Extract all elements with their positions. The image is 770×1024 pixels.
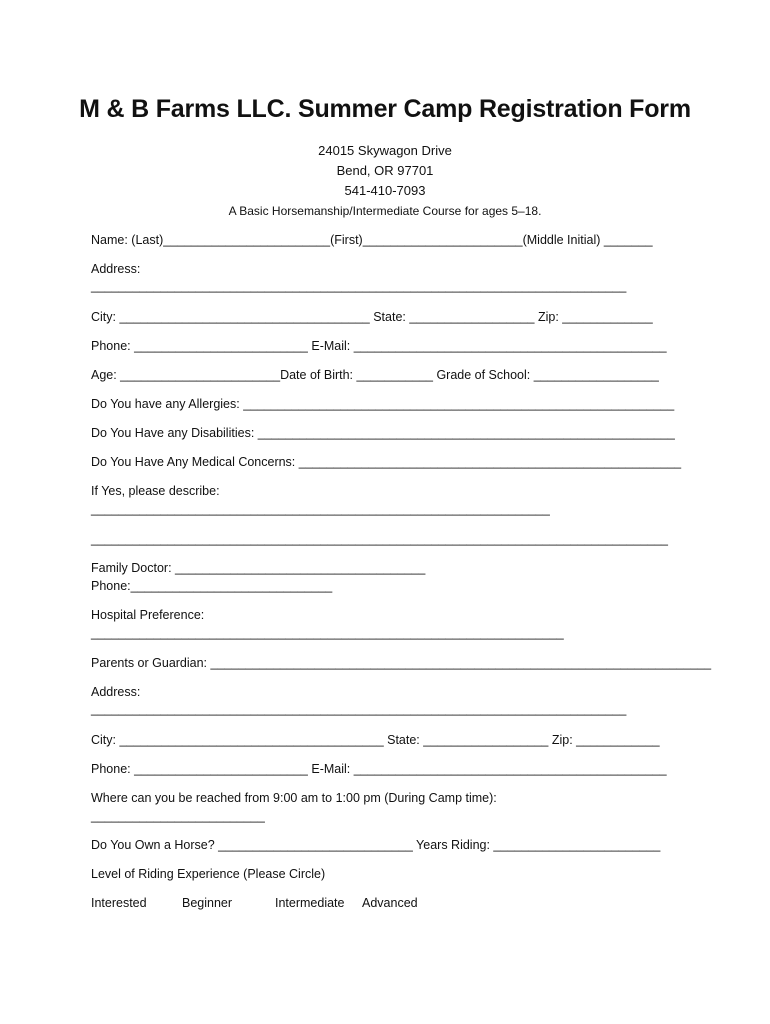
doctor-phone-field[interactable]: Phone:_____________________________ (91, 579, 333, 593)
allergies-field[interactable]: Do You have any Allergies: ______________________________________________________________ (91, 397, 675, 411)
experience-label: Level of Riding Experience (Please Circle) (91, 867, 326, 881)
describe-label: If Yes, please describe: (91, 484, 220, 498)
family-doctor-field[interactable]: Family Doctor: ____________________________________ (91, 561, 426, 575)
guardian-field[interactable]: Parents or Guardian: ________________________________________________________________________ (91, 656, 712, 670)
address-label: Address: (91, 262, 141, 276)
address-field[interactable]: _____________________________________________________________________________ (91, 279, 627, 293)
course-description: A Basic Horsemanship/Intermediate Course for ages 5–18. (228, 204, 542, 218)
experience-options (91, 896, 418, 910)
name-field[interactable]: Name: (Last)________________________(First)_______________________(Middle Initial) _______ (91, 233, 653, 247)
reach-label: Where can you be reached from 9:00 am to 1:00 pm (During Camp time): (91, 791, 497, 805)
farm-street-address: 24015 Skywagon Drive (318, 143, 452, 158)
option-advanced[interactable]: Advanced (362, 896, 418, 910)
guardian-address-field[interactable]: _____________________________________________________________________________ (91, 702, 627, 716)
age-dob-grade-field[interactable]: Age: _______________________Date of Birth: ___________ Grade of School: __________________ (91, 368, 659, 382)
horse-years-field[interactable]: Do You Own a Horse? ____________________________ Years Riding: ________________________ (91, 838, 661, 852)
guardian-phone-email-field[interactable]: Phone: _________________________ E-Mail: _____________________________________________ (91, 762, 667, 776)
describe-field-1[interactable]: __________________________________________________________________ (91, 502, 550, 516)
hospital-label: Hospital Preference: (91, 608, 205, 622)
guardian-city-state-zip-field[interactable]: City: ______________________________________ State: __________________ Zip: ____________ (91, 733, 660, 747)
describe-field-2[interactable]: ___________________________________________________________________________________ (91, 532, 669, 546)
phone-email-field[interactable]: Phone: _________________________ E-Mail: _____________________________________________ (91, 339, 667, 353)
option-intermediate[interactable]: Intermediate (275, 896, 345, 910)
farm-phone: 541-410-7093 (344, 183, 426, 198)
farm-city-state: Bend, OR 97701 (336, 163, 434, 178)
guardian-address-label: Address: (91, 685, 141, 699)
city-state-zip-field[interactable]: City: ____________________________________ State: __________________ Zip: _____________ (91, 310, 653, 324)
reach-field[interactable]: _________________________ (91, 809, 265, 823)
option-interested[interactable]: Interested (91, 896, 147, 910)
form-title: M & B Farms LLC. Summer Camp Registration Form (79, 95, 691, 123)
medical-concerns-field[interactable]: Do You Have Any Medical Concerns: _______________________________________________________ (91, 455, 682, 469)
hospital-field[interactable]: ____________________________________________________________________ (91, 626, 564, 640)
disabilities-field[interactable]: Do You Have any Disabilities: ____________________________________________________________ (91, 426, 675, 440)
option-beginner[interactable]: Beginner (182, 896, 233, 910)
